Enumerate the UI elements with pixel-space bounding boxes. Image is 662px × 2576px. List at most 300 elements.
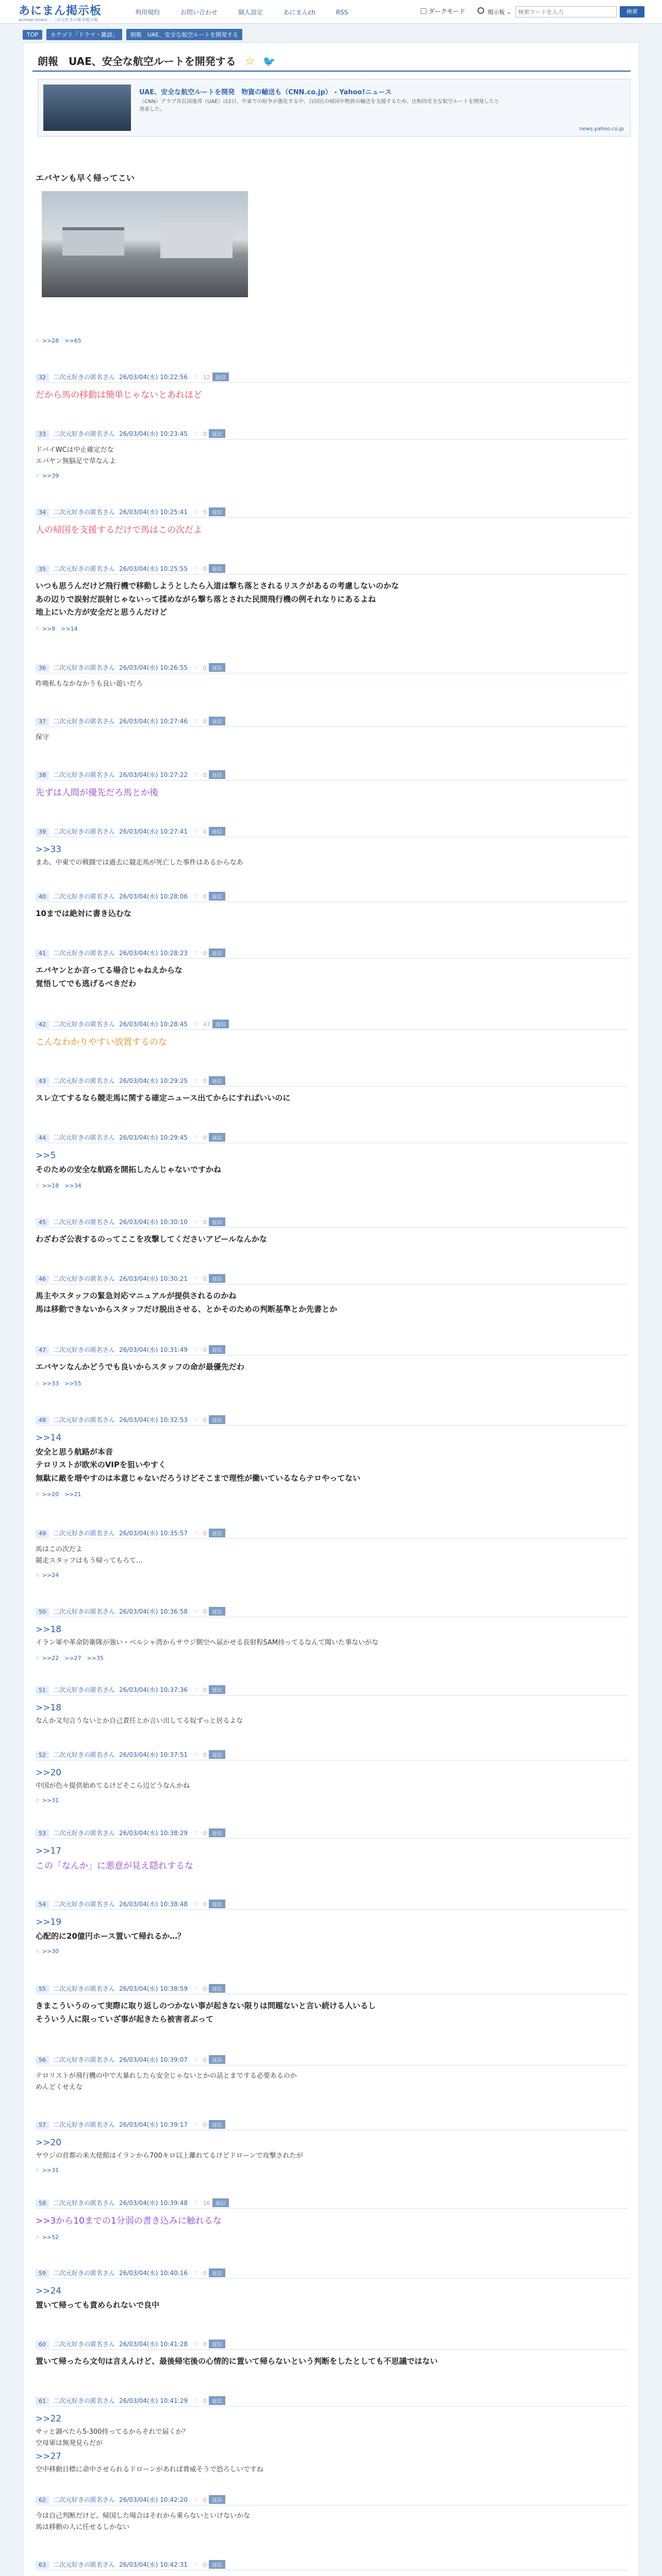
post-line: >>3から10までの1分弱の書き込みに触れるな: [36, 2216, 222, 2226]
heart-icon[interactable]: ♡: [193, 665, 199, 671]
heart-icon[interactable]: ♡: [193, 1687, 199, 1693]
post-line: テロリストが欧米のVIPを狙いやすく: [36, 1460, 166, 1470]
thumb-icon: ☝: [36, 2233, 39, 2241]
post-date: 26/03/04(水) 10:31:49: [119, 1346, 188, 1353]
post-body: [36, 1233, 628, 1246]
nav-settings[interactable]: 個人設定: [238, 9, 263, 16]
post-replies[interactable]: >>30: [42, 1948, 59, 1955]
post-line: ドバイWCは中止確定だな: [36, 446, 114, 454]
post-line: わざわざ公表するのってここを攻撃してくださいアピールなんかな: [36, 1234, 267, 1244]
post-author: 二次元好きの匿名さん: [53, 2341, 115, 2348]
post: [36, 2055, 628, 2093]
heart-icon[interactable]: ♡: [193, 1417, 199, 1423]
post-footer: [36, 624, 628, 633]
post-header: [36, 2055, 628, 2065]
post-number[interactable]: 44: [36, 1134, 49, 1142]
like-count: 0: [203, 1078, 207, 1084]
post-body: [36, 580, 628, 619]
reply-anchor[interactable]: >>18: [36, 1703, 62, 1713]
post-body: [36, 1092, 628, 1105]
post-date: 26/03/04(水) 10:38:29: [119, 1829, 188, 1837]
post: [36, 1685, 628, 1727]
post: [36, 1984, 628, 2026]
post-author: 二次元好きの匿名さん: [53, 828, 115, 835]
heart-icon[interactable]: ♡: [193, 893, 199, 900]
post-body: [36, 1915, 628, 1943]
post: [36, 1345, 628, 1387]
reply-button[interactable]: 返信: [209, 892, 225, 901]
post: [36, 2396, 628, 2476]
breadcrumb: [23, 29, 244, 40]
post-header: [36, 2268, 628, 2279]
post: [36, 1750, 628, 1804]
post-header: [36, 827, 628, 837]
heart-icon[interactable]: ♡: [193, 2497, 199, 2503]
post-replies[interactable]: >>22 >>27 >>35: [42, 1654, 104, 1662]
post-number[interactable]: 52: [36, 1751, 49, 1759]
post-line: なんか文句言うないとか自己責任とか言い出してる奴ずっと居るよな: [36, 1717, 243, 1725]
reply-button[interactable]: 返信: [209, 1984, 225, 1993]
post-date: 26/03/04(水) 10:42:31: [119, 2561, 188, 2568]
post-line: いつも思うんだけど飛行機で移動しようとしたら入道は撃ち落とされるリスクがあるの考慮しないのかな: [36, 581, 399, 590]
post-line: イラン軍や革命防衛隊が強い・ベルシャ湾からサウジ側空へ届かせる長射程SAM持ってるなんて聞いた事ないがな: [36, 1638, 379, 1647]
link-card-description: （CNN）アラブ首長国連邦（UAE）は2日、中東での紛争が激化する中、自国民の帰国や物資の輸送を支援するため、比較的安全な航空ルートを開発したと発表した。: [139, 99, 500, 112]
post-date: 26/03/04(水) 10:41:29: [119, 2397, 188, 2404]
like-count: 0: [203, 1608, 207, 1615]
post-replies[interactable]: >>9 >>14: [42, 625, 78, 632]
post-number[interactable]: 53: [36, 1829, 49, 1837]
reply-button[interactable]: 返信: [209, 770, 225, 779]
post-date: 26/03/04(水) 10:32:53: [119, 1416, 188, 1423]
reply-button[interactable]: 返信: [209, 2495, 225, 2504]
post-number[interactable]: 35: [36, 565, 49, 573]
thumb-icon: ☝: [36, 1380, 39, 1387]
post-author: 二次元好きの匿名さん: [53, 1608, 115, 1615]
like-count: 12: [203, 374, 210, 381]
link-card[interactable]: [38, 79, 631, 137]
post: [36, 1076, 628, 1105]
photo-building: [62, 227, 124, 256]
heart-icon[interactable]: ♡: [193, 2270, 199, 2277]
post-line: ヤウジの首都の米大使館はイランから700キロ以上離れてるけどドローンで攻撃されたが: [36, 2151, 303, 2160]
link-card-thumbnail: [43, 84, 131, 131]
heart-icon[interactable]: ♡: [193, 509, 199, 516]
heart-icon[interactable]: ♡: [193, 1134, 199, 1141]
like-count: 5: [203, 509, 207, 516]
post-date: 26/03/04(水) 10:42:20: [119, 2496, 188, 2503]
post-replies[interactable]: >>52: [42, 2233, 59, 2241]
post-author: 二次元好きの匿名さん: [53, 2056, 115, 2063]
post-line: 安全と思う航路が本音: [36, 1447, 113, 1456]
heart-icon[interactable]: ♡: [193, 431, 199, 437]
reply-anchor[interactable]: >>33: [36, 844, 62, 855]
post-header: [36, 2198, 628, 2209]
post-line: 空中移動目標に命中させられるドローンがあれば脅威そうで恐ろしいですね: [36, 2465, 263, 2473]
post-replies[interactable]: >>24: [42, 1572, 59, 1579]
post-replies[interactable]: >>31: [42, 1797, 59, 1804]
post-body: [36, 1148, 628, 1176]
post-header: [36, 2340, 628, 2350]
site-header: [0, 0, 662, 24]
reply-anchor[interactable]: >>19: [36, 1917, 62, 1927]
post-header: [36, 1133, 628, 1143]
reply-button[interactable]: 返信: [209, 1685, 225, 1694]
post-date: 26/03/04(水) 10:29:25: [119, 1077, 188, 1084]
post-date: 26/03/04(水) 10:37:51: [119, 1751, 188, 1758]
heart-icon[interactable]: ♡: [193, 1608, 199, 1615]
post-date: 26/03/04(水) 10:29:45: [119, 1134, 188, 1141]
post-body: [36, 1999, 628, 2026]
like-count: 0: [203, 772, 207, 778]
post-date: 26/03/04(水) 10:38:48: [119, 1901, 188, 1908]
heart-icon[interactable]: ♡: [193, 1752, 199, 1758]
post: [36, 1274, 628, 1316]
heart-icon[interactable]: ♡: [193, 374, 199, 381]
post: [36, 1133, 628, 1190]
post-line: あの辺りで誤射だ誤射じゃないって揉めながら撃ち落とされた民間飛行機の例それなりにあるよね: [36, 594, 376, 604]
reply-button[interactable]: 返信: [209, 1274, 225, 1283]
reply-button[interactable]: 返信: [209, 2120, 225, 2129]
post-number[interactable]: 61: [36, 2397, 49, 2405]
like-count: 0: [203, 2057, 207, 2063]
post: [36, 892, 628, 921]
reply-button[interactable]: 返信: [209, 2055, 225, 2064]
thumb-icon: ☝: [36, 472, 39, 480]
post-body: [36, 2412, 628, 2476]
post-number[interactable]: 57: [36, 2121, 49, 2129]
op-image[interactable]: [42, 191, 248, 297]
reply-button[interactable]: 返信: [209, 663, 225, 672]
post-number[interactable]: 42: [36, 1021, 49, 1028]
post-line: 無駄に敵を増やすのは本意じゃないだろうけどそこまで理性が働いているならテロやってない: [36, 1473, 361, 1483]
post-line: 置いて帰っても責められないで良中: [36, 2300, 160, 2310]
thread-title-row: [38, 53, 275, 68]
reply-anchor[interactable]: >>20: [36, 1768, 62, 1778]
post-replies[interactable]: >>33 >>55: [42, 1380, 81, 1387]
post: [36, 663, 628, 690]
post-body: [36, 523, 628, 538]
post-number[interactable]: 37: [36, 718, 49, 725]
thumb-icon: ☝: [36, 1572, 39, 1579]
post-body: [36, 732, 628, 743]
post-replies[interactable]: >>39: [42, 472, 59, 480]
heart-icon[interactable]: ♡: [193, 2122, 199, 2128]
post-number[interactable]: 51: [36, 1686, 49, 1694]
post-body: [36, 842, 628, 869]
post-header: [36, 1415, 628, 1426]
reply-anchor[interactable]: >>22: [36, 2414, 62, 2424]
post-number[interactable]: 47: [36, 1346, 49, 1354]
like-count: 0: [203, 1417, 207, 1423]
reply-button[interactable]: 返信: [209, 564, 225, 573]
post-author: 二次元好きの匿名さん: [53, 718, 115, 725]
heart-icon[interactable]: ♡: [193, 2398, 199, 2404]
post-line: そういう人に限っていざ事が起きたら被害者ぶって: [36, 2014, 214, 2024]
reply-button[interactable]: 返信: [212, 2198, 229, 2207]
post-line: 馬主やスタッフの緊急対応マニュアルが提供されるのかね: [36, 1291, 237, 1300]
reply-button[interactable]: 返信: [209, 1345, 225, 1354]
post-line: 地上にいた方が安全だと思うんだけど: [36, 607, 168, 617]
post-footer: [36, 1948, 628, 1955]
post-number[interactable]: 63: [36, 2561, 49, 2569]
post-date: 26/03/04(水) 10:27:46: [119, 718, 188, 725]
post: [36, 507, 628, 538]
search-scope-select[interactable]: 掲示板 ⌄: [488, 9, 511, 15]
post-number[interactable]: 36: [36, 664, 49, 672]
heart-icon[interactable]: ♡: [193, 2562, 199, 2568]
post-footer: [36, 1181, 628, 1190]
post: [36, 429, 628, 479]
post-footer: [36, 1572, 628, 1579]
post-line: 馬は移動できないからスタッフだけ脱出させる、とかそのための判断基準とか先書とか: [36, 1304, 338, 1314]
post-number[interactable]: 41: [36, 950, 49, 957]
logo-subtext: animan board :: 二次元好きの匿名掲示板: [19, 18, 98, 22]
heart-icon[interactable]: ♡: [193, 950, 199, 957]
link-card-title[interactable]: UAE、安全な航空ルートを開発 物資の輸送も（CNN.co.jp） - Yahoo!ニュース: [139, 89, 392, 96]
reply-button[interactable]: 返信: [209, 2560, 225, 2569]
post-number[interactable]: 38: [36, 771, 49, 779]
op-post: [36, 172, 628, 183]
heart-icon[interactable]: ♡: [193, 566, 199, 572]
like-count: 0: [203, 2398, 207, 2404]
post-replies[interactable]: >>31: [42, 2166, 59, 2174]
thread-title: 朗報 UAE、安全な航空ルートを開発する: [38, 55, 236, 67]
like-count: 0: [203, 2562, 207, 2568]
reply-anchor[interactable]: >>17: [36, 1846, 62, 1856]
reply-button[interactable]: 返信: [209, 1133, 225, 1142]
post-number[interactable]: 50: [36, 1608, 49, 1616]
post-header: [36, 1020, 628, 1030]
nav-rss[interactable]: RSS: [336, 9, 349, 16]
post-body: [36, 679, 628, 690]
post-number[interactable]: 43: [36, 1077, 49, 1085]
post-header: [36, 948, 628, 959]
site-logo[interactable]: [19, 2, 102, 23]
nav-terms[interactable]: 利用規約: [135, 9, 160, 16]
post-replies[interactable]: >>18 >>34: [42, 1182, 81, 1190]
post-author: 二次元好きの匿名さん: [53, 565, 115, 572]
checkbox-icon[interactable]: [421, 8, 426, 14]
post-line: 空母軍は無発見らだが: [36, 2439, 103, 2447]
reply-button[interactable]: 返信: [209, 717, 225, 725]
header-nav: [135, 8, 367, 16]
post-author: 二次元好きの匿名さん: [53, 664, 115, 671]
post: [36, 1020, 628, 1050]
post-line: テロリストが飛行機の中で大暴れしたら安全じゃないとかの話とまでする必要あるのか: [36, 2072, 297, 2080]
like-count: 0: [203, 950, 207, 957]
post-number[interactable]: 54: [36, 1901, 49, 1908]
like-count: 0: [203, 1986, 207, 1992]
post-body: [36, 1544, 628, 1567]
favorite-star-icon[interactable]: ☆: [244, 55, 255, 68]
heart-icon[interactable]: ♡: [193, 1347, 199, 1353]
post-author: 二次元好きの匿名さん: [53, 1901, 115, 1908]
post-number[interactable]: 59: [36, 2269, 49, 2277]
post-number[interactable]: 34: [36, 509, 49, 516]
reply-anchor[interactable]: >>5: [36, 1150, 56, 1161]
post-body: [36, 786, 628, 801]
post-number[interactable]: 48: [36, 1416, 49, 1424]
heart-icon[interactable]: ♡: [193, 1901, 199, 1908]
like-count: 0: [203, 1901, 207, 1908]
post-number[interactable]: 33: [36, 430, 49, 438]
post-number[interactable]: 46: [36, 1275, 49, 1283]
post-date: 26/03/04(水) 10:26:55: [119, 664, 188, 671]
nav-contact[interactable]: お問い合わせ: [180, 9, 218, 16]
like-count: 0: [203, 1276, 207, 1282]
heart-icon[interactable]: ♡: [193, 1219, 199, 1226]
search-button[interactable]: 検索: [620, 6, 644, 18]
breadcrumb-category[interactable]: カテゴリ「ドラマ・雑談」: [46, 29, 123, 40]
post-replies[interactable]: >>20 >>21: [42, 1491, 81, 1498]
reply-anchor[interactable]: >>20: [36, 2138, 62, 2148]
reply-button[interactable]: 返信: [209, 1415, 225, 1424]
heart-icon[interactable]: ♡: [193, 772, 199, 778]
post-body: [36, 2511, 628, 2533]
post-header: [36, 564, 628, 574]
post-header: [36, 2560, 628, 2570]
post-author: 二次元好きの匿名さん: [53, 509, 115, 516]
post-header: [36, 2396, 628, 2406]
post-date: 26/03/04(水) 10:39:07: [119, 2056, 188, 2063]
post-number[interactable]: 40: [36, 893, 49, 901]
reply-button[interactable]: 返信: [209, 2340, 225, 2348]
heart-icon[interactable]: ♡: [193, 2057, 199, 2063]
post-body: [36, 2136, 628, 2162]
post-header: [36, 1529, 628, 1539]
twitter-share-icon[interactable]: 🐦: [262, 55, 276, 67]
post-number[interactable]: 58: [36, 2199, 49, 2207]
reply-anchor[interactable]: >>18: [36, 1624, 62, 1635]
reply-button[interactable]: 返信: [209, 948, 225, 957]
like-count: 47: [203, 1021, 210, 1028]
post-line: 10までは絶対に書き込むな: [36, 909, 131, 918]
post-author: 二次元好きの匿名さん: [53, 2496, 115, 2503]
post-footer: [36, 2234, 628, 2241]
reply-anchor[interactable]: >>24: [36, 2286, 62, 2296]
post-body: [36, 1290, 628, 1316]
post-date: 26/03/04(水) 10:30:10: [119, 1218, 188, 1226]
op-replies[interactable]: >>28 >>65: [42, 337, 81, 344]
post-number[interactable]: 32: [36, 374, 49, 381]
post-number[interactable]: 62: [36, 2496, 49, 2504]
post: [36, 827, 628, 869]
post: [36, 564, 628, 633]
post-line: 馬は移動の人に任せるしかない: [36, 2523, 130, 2532]
like-count: 0: [203, 2122, 207, 2128]
heart-icon[interactable]: ♡: [193, 2200, 199, 2207]
search-bar: [474, 5, 650, 19]
reply-button[interactable]: 返信: [209, 507, 225, 516]
reply-button[interactable]: 返信: [209, 1607, 225, 1616]
reply-button[interactable]: 返信: [209, 1217, 225, 1226]
heart-icon[interactable]: ♡: [193, 828, 199, 835]
post: [36, 1828, 628, 1874]
reply-button[interactable]: 返信: [209, 1529, 225, 1537]
like-count: 0: [203, 566, 207, 572]
post-line: だから馬の移動は簡単じゃないとあれほど: [36, 390, 202, 400]
reply-button[interactable]: 返信: [209, 827, 225, 836]
like-count: 0: [203, 2341, 207, 2348]
post-header: [36, 663, 628, 673]
heart-icon[interactable]: ♡: [193, 718, 199, 725]
post-line: 中国が色々提供始めてるけどそこら辺どうなんかね: [36, 1782, 190, 1790]
reply-button[interactable]: 返信: [212, 372, 229, 381]
post-header: [36, 2120, 628, 2130]
post-footer: [36, 1490, 628, 1498]
post: [36, 1415, 628, 1498]
post-date: 26/03/04(水) 10:28:06: [119, 893, 188, 900]
op-text: エバヤンも早く帰ってこい: [36, 173, 135, 183]
post-number[interactable]: 49: [36, 1530, 49, 1537]
heart-icon[interactable]: ♡: [193, 1986, 199, 1992]
search-input[interactable]: [516, 6, 617, 18]
search-icon: [477, 7, 484, 14]
post-number[interactable]: 60: [36, 2341, 49, 2348]
post-date: 26/03/04(水) 10:37:36: [119, 1686, 188, 1693]
post-header: [36, 372, 628, 383]
breadcrumb-top[interactable]: TOP: [23, 30, 42, 40]
post-author: 二次元好きの匿名さん: [53, 1134, 115, 1141]
post-body: [36, 1766, 628, 1792]
reply-button[interactable]: 返信: [209, 2268, 225, 2277]
post-number[interactable]: 39: [36, 828, 49, 836]
post-body: [36, 1431, 628, 1485]
post-line: こんなわかりやすい放置するのな: [36, 1037, 167, 1047]
reply-anchor[interactable]: >>27: [36, 2451, 62, 2462]
reply-button[interactable]: 返信: [209, 1076, 225, 1085]
post-author: 二次元好きの匿名さん: [53, 1530, 115, 1537]
reply-button[interactable]: 返信: [209, 429, 225, 438]
post-number[interactable]: 45: [36, 1218, 49, 1226]
reply-button[interactable]: 返信: [209, 1750, 225, 1759]
heart-icon[interactable]: ♡: [193, 1078, 199, 1084]
post-header: [36, 770, 628, 781]
post-header: [36, 1828, 628, 1839]
post-author: 二次元好きの匿名さん: [53, 1829, 115, 1837]
post-author: 二次元好きの匿名さん: [53, 374, 115, 381]
reply-button[interactable]: 返信: [212, 1020, 229, 1028]
nav-animanch[interactable]: あにまんch: [283, 9, 316, 16]
post: [36, 717, 628, 743]
heart-icon[interactable]: ♡: [193, 1276, 199, 1282]
reply-button[interactable]: 返信: [209, 2396, 225, 2405]
post-number[interactable]: 56: [36, 2056, 49, 2064]
post-body: [36, 1701, 628, 1727]
post-number[interactable]: 55: [36, 1985, 49, 1993]
post: [36, 2340, 628, 2368]
reply-anchor[interactable]: >>14: [36, 1433, 62, 1443]
heart-icon[interactable]: ♡: [193, 1830, 199, 1837]
link-card-url[interactable]: news.yahoo.co.jp: [579, 126, 624, 132]
post-line: 保守: [36, 734, 49, 741]
breadcrumb-thread[interactable]: 朗報 UAE、安全な航空ルートを開発する: [126, 29, 243, 40]
post: [36, 2120, 628, 2174]
post: [36, 2268, 628, 2312]
heart-icon[interactable]: ♡: [193, 2341, 199, 2348]
reply-button[interactable]: 返信: [209, 1900, 225, 1908]
heart-icon[interactable]: ♡: [193, 1021, 199, 1028]
post-line: この「なんか」に悪意が見え隠れするな: [36, 1860, 193, 1871]
post-date: 26/03/04(水) 10:23:45: [119, 430, 188, 437]
like-count: 0: [203, 2270, 207, 2277]
reply-button[interactable]: 返信: [209, 1828, 225, 1837]
post-author: 二次元好きの匿名さん: [53, 950, 115, 957]
heart-icon[interactable]: ♡: [193, 1530, 199, 1537]
post-footer: [36, 1654, 628, 1662]
post-line: 馬はこの次だよ: [36, 1546, 83, 1553]
darkmode-toggle[interactable]: [421, 7, 466, 15]
